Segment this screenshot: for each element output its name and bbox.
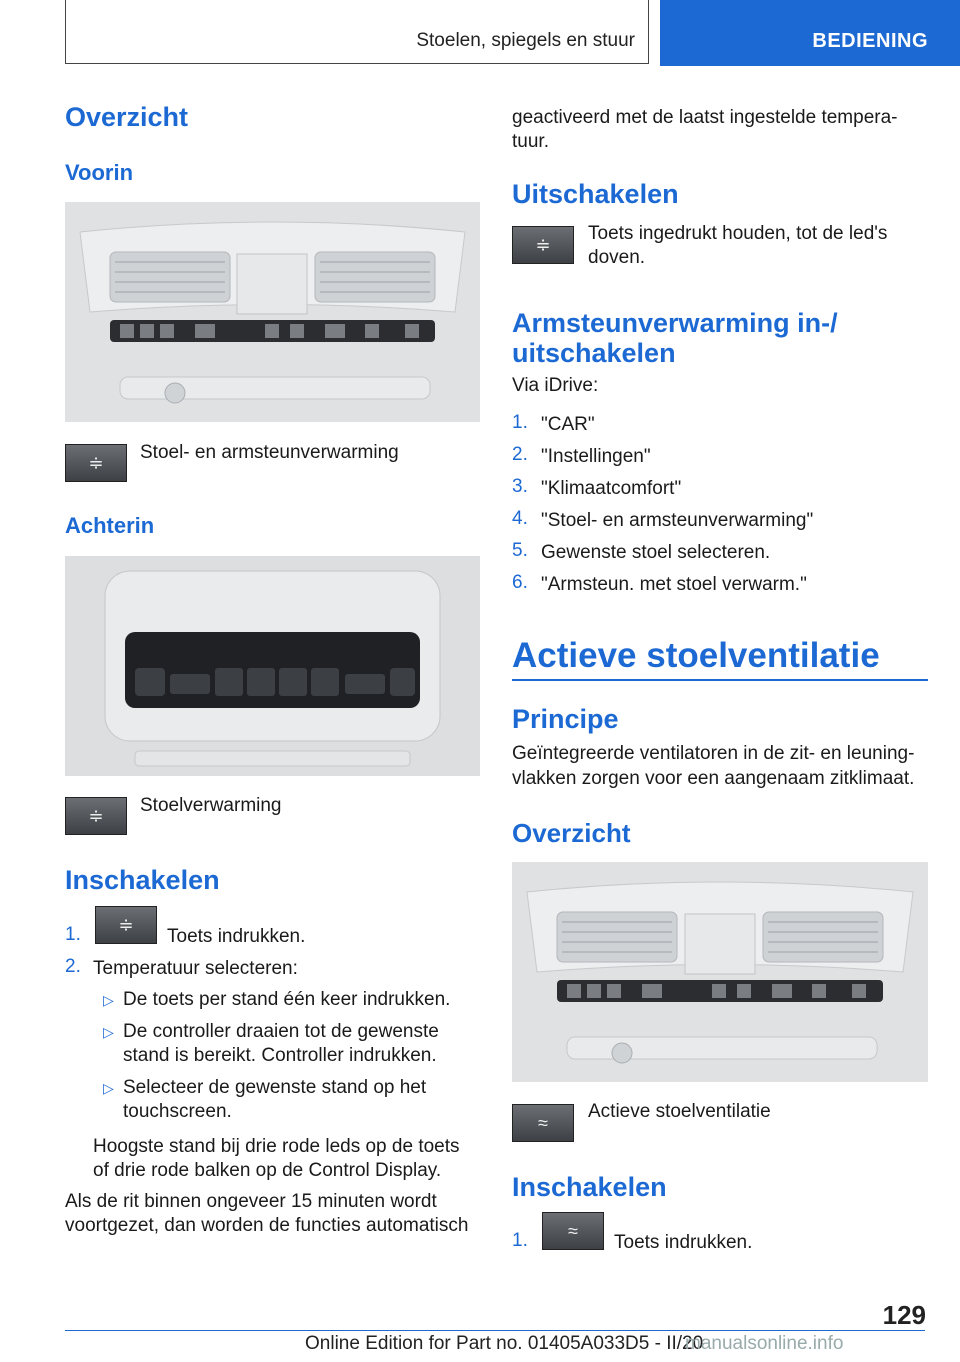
bullet-text: Selecteer de gewenste stand op het xyxy=(123,1077,427,1098)
step-text: "Armsteun. met stoel verwarm." xyxy=(541,574,807,595)
step-number: 3. xyxy=(512,476,528,497)
step-number: 1. xyxy=(512,412,528,433)
step-text: Temperatuur selecteren: xyxy=(93,958,298,979)
paragraph-text: Geïntegreerde ventilatoren in de zit- en leuning- xyxy=(512,743,915,764)
paragraph-text: Als de rit binnen ongeveer 15 minuten wordt xyxy=(65,1191,437,1212)
footer-watermark: manualsonline.info xyxy=(685,1333,844,1354)
note-text: of drie rode balken op de Control Display. xyxy=(93,1160,442,1181)
header-section-title: Stoelen, spiegels en stuur xyxy=(416,30,635,51)
step-text: "CAR" xyxy=(541,414,595,435)
seat-ventilation-inline-icon: ≈ xyxy=(542,1212,604,1250)
paragraph-text: Via iDrive: xyxy=(512,375,599,396)
heading-active-seat-ventilation: Actieve stoelventilatie xyxy=(512,636,880,675)
paragraph-text: vlakken zorgen voor een aangenaam zitklimaat. xyxy=(512,768,915,789)
header-tab-label: BEDIENING xyxy=(812,30,928,52)
step-number: 6. xyxy=(512,572,528,593)
caption-seat-armrest-heating: Stoel- en armsteunverwarming xyxy=(140,442,399,463)
paragraph-text: Toets ingedrukt houden, tot de led's xyxy=(588,223,888,244)
bullet-text: stand is bereikt. Controller indrukken. xyxy=(123,1045,437,1066)
heading-armrest-heating-2: uitschakelen xyxy=(512,338,676,368)
front-console-ventilation-photo xyxy=(512,862,928,1082)
heading-inschakelen-left: Inschakelen xyxy=(65,865,220,895)
caption-seat-heating: Stoelverwarming xyxy=(140,795,282,816)
seat-ventilation-button-icon: ≈ xyxy=(512,1104,574,1142)
seat-heating-rear-button-icon: ≑ xyxy=(65,797,127,835)
step-text: "Klimaatcomfort" xyxy=(541,478,682,499)
bullet-text: De toets per stand één keer indrukken. xyxy=(123,989,451,1010)
bullet-triangle-icon: ▷ xyxy=(103,1080,114,1096)
heading-overzicht: Overzicht xyxy=(65,102,189,132)
note-text: Hoogste stand bij drie rode leds op de toets xyxy=(93,1136,460,1157)
step-text: Toets indrukken. xyxy=(167,926,306,947)
seat-heating-inline-icon: ≑ xyxy=(95,906,157,944)
step-text: Toets indrukken. xyxy=(614,1232,753,1253)
seat-heating-off-button-icon: ≑ xyxy=(512,226,574,264)
heading-armrest-heating: Armsteunverwarming in-/ xyxy=(512,308,838,338)
bullet-text: De controller draaien tot de gewenste xyxy=(123,1021,439,1042)
front-console-photo xyxy=(65,202,480,422)
header-tab xyxy=(660,0,960,66)
step-number: 5. xyxy=(512,540,528,561)
step-number: 1. xyxy=(65,924,81,945)
bullet-triangle-icon: ▷ xyxy=(103,992,114,1008)
heading-overzicht-right: Overzicht xyxy=(512,818,631,848)
paragraph-text: geactiveerd met de laatst ingestelde tempera- xyxy=(512,107,898,128)
paragraph-text: tuur. xyxy=(512,131,549,152)
caption-active-seat-ventilation: Actieve stoelventilatie xyxy=(588,1101,771,1122)
paragraph-text: doven. xyxy=(588,247,646,268)
heading-inschakelen-right: Inschakelen xyxy=(512,1172,667,1202)
step-number: 2. xyxy=(512,444,528,465)
bullet-text: touchscreen. xyxy=(123,1101,232,1122)
front-console-illustration xyxy=(65,202,480,422)
step-text: Gewenste stoel selecteren. xyxy=(541,542,771,563)
paragraph-text: voortgezet, dan worden de functies automatisch xyxy=(65,1215,469,1236)
section-rule xyxy=(512,679,928,681)
rear-console-illustration xyxy=(65,556,480,776)
page-number: 129 xyxy=(882,1300,926,1330)
step-number: 1. xyxy=(512,1230,528,1251)
step-number: 2. xyxy=(65,956,81,977)
step-text: "Instellingen" xyxy=(541,446,651,467)
footer-edition: Online Edition for Part no. 01405A033D5 - II/20 xyxy=(305,1333,704,1354)
seat-heating-button-icon: ≑ xyxy=(65,444,127,482)
heading-voorin: Voorin xyxy=(65,160,134,185)
step-number: 4. xyxy=(512,508,528,529)
heading-principe: Principe xyxy=(512,704,619,734)
step-text: "Stoel- en armsteunverwarming" xyxy=(541,510,814,531)
heading-uitschakelen: Uitschakelen xyxy=(512,179,679,209)
footer-rule xyxy=(65,1330,925,1331)
rear-console-photo xyxy=(65,556,480,776)
page-header xyxy=(0,0,960,66)
heading-achterin: Achterin xyxy=(65,513,155,538)
front-console-ventilation-illustration xyxy=(512,862,928,1082)
bullet-triangle-icon: ▷ xyxy=(103,1024,114,1040)
